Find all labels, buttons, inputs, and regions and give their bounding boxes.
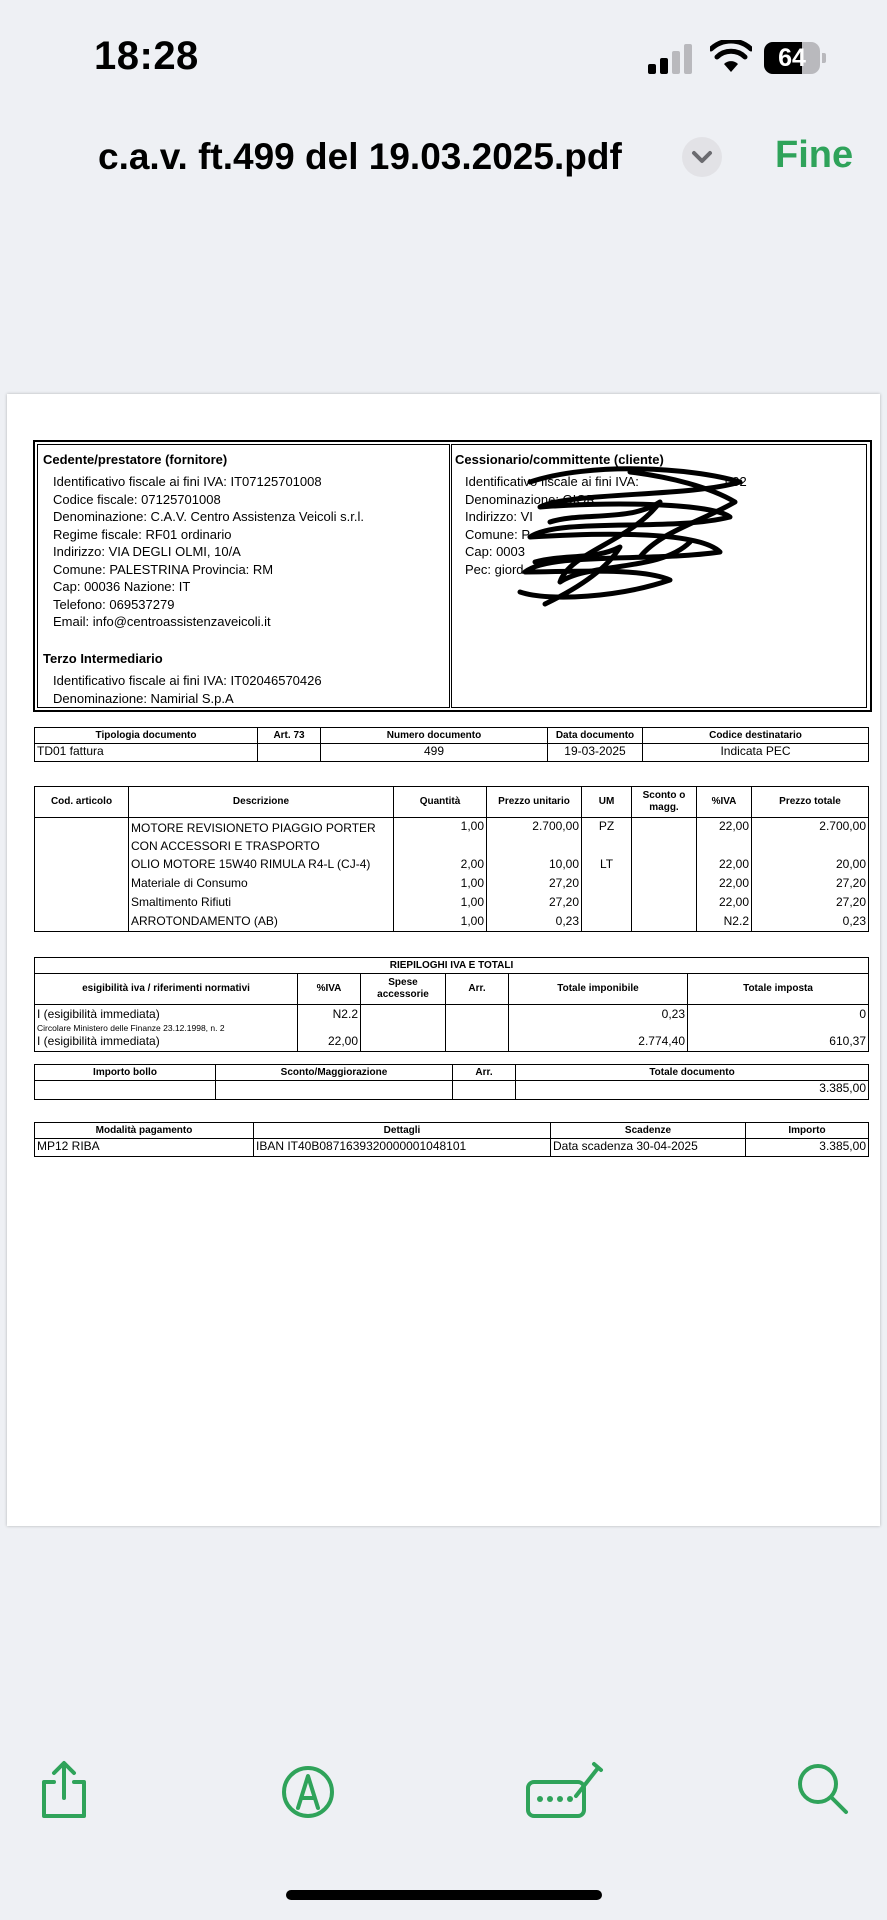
table-row bbox=[35, 912, 869, 932]
table-cell bbox=[453, 1081, 516, 1100]
table-row bbox=[35, 818, 869, 856]
table-cell bbox=[35, 893, 129, 912]
table-header: Dettagli bbox=[254, 1123, 551, 1139]
table-header: Totale imponibile bbox=[509, 974, 688, 1005]
terzo-line: Denominazione: Namirial S.p.A bbox=[53, 690, 234, 706]
bottom-toolbar bbox=[0, 1740, 887, 1850]
table-header: Scadenze bbox=[551, 1123, 746, 1139]
cedente-line: Email: info@centroassistenzaveicoli.it bbox=[53, 614, 271, 629]
table-cell bbox=[632, 855, 697, 874]
table-cell: 2.700,00 bbox=[752, 818, 869, 856]
table-row bbox=[35, 874, 869, 893]
status-time: 18:28 bbox=[94, 34, 199, 78]
table-cell bbox=[582, 912, 632, 932]
cedente-heading: Cedente/prestatore (fornitore) bbox=[43, 452, 228, 467]
table-cell: 27,20 bbox=[752, 874, 869, 893]
table-cell: 1,00 bbox=[394, 874, 487, 893]
table-cell: 19-03-2025 bbox=[548, 744, 643, 762]
status-bar bbox=[0, 0, 887, 110]
table-header: Sconto o magg. bbox=[632, 787, 697, 818]
table-cell: ARROTONDAMENTO (AB) bbox=[129, 912, 394, 932]
table-cell bbox=[35, 1081, 216, 1100]
totals-table bbox=[34, 1064, 869, 1100]
terzo-heading: Terzo Intermediario bbox=[43, 651, 163, 666]
table-cell: 0,23 bbox=[487, 912, 582, 932]
table-cell: 1,00 bbox=[394, 818, 487, 856]
table-cell: Data scadenza 30-04-2025 bbox=[551, 1139, 746, 1157]
vat-note: Circolare Ministero delle Finanze 23.12.1998, n. 2 bbox=[37, 1023, 225, 1033]
chevron-down-icon bbox=[682, 137, 722, 177]
table-cell: 27,20 bbox=[487, 893, 582, 912]
table-cell bbox=[361, 1005, 446, 1035]
table-header: esigibilità iva / riferimenti normativi bbox=[35, 974, 298, 1005]
document-title[interactable]: c.a.v. ft.499 del 19.03.2025.pdf bbox=[98, 136, 622, 177]
cessionario-line: Pec: giord bbox=[465, 561, 524, 577]
table-header: Numero documento bbox=[321, 728, 548, 744]
table-header: Spese accessorie bbox=[361, 974, 446, 1005]
table-cell: 1,00 bbox=[394, 893, 487, 912]
table-cell: TD01 fattura bbox=[35, 744, 258, 762]
table-cell: 0,23 bbox=[752, 912, 869, 932]
cessionario-line: Denominazione: GIOR bbox=[465, 491, 596, 507]
done-button[interactable]: Fine bbox=[775, 134, 854, 176]
doc-info-table bbox=[34, 727, 869, 762]
signature-icon[interactable] bbox=[524, 1758, 604, 1822]
table-cell bbox=[35, 855, 129, 874]
table-header: Modalità pagamento bbox=[35, 1123, 254, 1139]
table-cell: 22,00 bbox=[697, 874, 752, 893]
table-cell bbox=[582, 893, 632, 912]
table-cell: 2.700,00 bbox=[487, 818, 582, 856]
table-cell bbox=[582, 874, 632, 893]
table-cell: IBAN IT40B0871639320000001048101 bbox=[254, 1139, 551, 1157]
table-cell bbox=[258, 744, 321, 762]
cessionario-heading: Cessionario/committente (cliente) bbox=[455, 452, 664, 467]
table-header: %IVA bbox=[298, 974, 361, 1005]
table-header: Cod. articolo bbox=[35, 787, 129, 818]
cedente-line: Telefono: 069537279 bbox=[53, 596, 175, 612]
home-indicator[interactable] bbox=[286, 1890, 602, 1900]
table-header: Quantità bbox=[394, 787, 487, 818]
cellular-signal-icon bbox=[648, 44, 696, 74]
table-cell: 1,00 bbox=[394, 912, 487, 932]
table-cell: MOTORE REVISIONETO PIAGGIO PORTER CON ACCESSORI E TRASPORTO bbox=[129, 818, 394, 856]
cedente-line: Codice fiscale: 07125701008 bbox=[53, 491, 221, 507]
search-icon[interactable] bbox=[792, 1758, 856, 1822]
cedente-line: Denominazione: C.A.V. Centro Assistenza Veicoli s.r.l. bbox=[53, 509, 364, 524]
battery-level: 64 bbox=[778, 44, 806, 72]
table-cell bbox=[632, 912, 697, 932]
table-header: Prezzo unitario bbox=[487, 787, 582, 818]
table-cell bbox=[35, 874, 129, 893]
title-menu-button[interactable] bbox=[682, 137, 722, 177]
table-cell: N2.2 bbox=[697, 912, 752, 932]
total-document: 3.385,00 bbox=[516, 1081, 869, 1100]
table-header: Prezzo totale bbox=[752, 787, 869, 818]
table-row bbox=[35, 855, 869, 874]
table-cell bbox=[446, 1005, 509, 1035]
table-cell: 22,00 bbox=[697, 855, 752, 874]
table-cell: LT bbox=[582, 855, 632, 874]
table-header: Data documento bbox=[548, 728, 643, 744]
table-cell bbox=[446, 1034, 509, 1052]
table-row bbox=[35, 893, 869, 912]
table-cell: 22,00 bbox=[697, 818, 752, 856]
table-cell: 10,00 bbox=[487, 855, 582, 874]
table-header: Sconto/Maggiorazione bbox=[216, 1065, 453, 1081]
table-cell bbox=[361, 1034, 446, 1052]
table-cell bbox=[216, 1081, 453, 1100]
table-cell bbox=[35, 1005, 298, 1035]
table-cell: 2,00 bbox=[394, 855, 487, 874]
table-header: Importo bollo bbox=[35, 1065, 216, 1081]
items-table bbox=[34, 786, 869, 932]
redaction-scribble bbox=[510, 462, 750, 612]
table-cell: 0,23 bbox=[509, 1005, 688, 1035]
table-cell: 499 bbox=[321, 744, 548, 762]
table-cell: MP12 RIBA bbox=[35, 1139, 254, 1157]
table-header: Art. 73 bbox=[258, 728, 321, 744]
table-header: Arr. bbox=[446, 974, 509, 1005]
payment-table bbox=[34, 1122, 869, 1157]
table-cell: N2.2 bbox=[298, 1005, 361, 1035]
table-cell bbox=[632, 818, 697, 856]
cedente-line: Indirizzo: VIA DEGLI OLMI, 10/A bbox=[53, 544, 241, 559]
table-cell: 610,37 bbox=[688, 1034, 869, 1052]
battery-icon bbox=[764, 42, 826, 74]
table-header: Totale imposta bbox=[688, 974, 869, 1005]
cedente-line: Regime fiscale: RF01 ordinario bbox=[53, 526, 232, 542]
cessionario-line: Indirizzo: VI bbox=[465, 509, 533, 524]
cessionario-line: Comune: P bbox=[465, 526, 531, 542]
share-icon[interactable] bbox=[32, 1758, 96, 1822]
table-cell: I (esigibilità immediata) bbox=[35, 1034, 298, 1052]
terzo-line: Identificativo fiscale ai fini IVA: IT02046570426 bbox=[53, 673, 322, 688]
table-header: %IVA bbox=[697, 787, 752, 818]
table-cell: 2.774,40 bbox=[509, 1034, 688, 1052]
table-cell: OLIO MOTORE 15W40 RIMULA R4-L (CJ-4) bbox=[129, 855, 394, 874]
cedente-line: Comune: PALESTRINA Provincia: RM bbox=[53, 561, 274, 577]
cessionario-line: Cap: 0003 bbox=[465, 544, 525, 559]
table-cell bbox=[35, 912, 129, 932]
table-cell bbox=[632, 893, 697, 912]
table-cell: Indicata PEC bbox=[643, 744, 869, 762]
cedente-line: Identificativo fiscale ai fini IVA: IT07125701008 bbox=[53, 474, 322, 489]
table-cell bbox=[35, 818, 129, 856]
table-row bbox=[35, 1005, 869, 1035]
table-cell: 3.385,00 bbox=[746, 1139, 869, 1157]
table-cell: Materiale di Consumo bbox=[129, 874, 394, 893]
markup-icon[interactable] bbox=[276, 1758, 340, 1822]
table-header: Importo bbox=[746, 1123, 869, 1139]
table-header: Codice destinatario bbox=[643, 728, 869, 744]
table-cell: 27,20 bbox=[752, 893, 869, 912]
table-cell: 20,00 bbox=[752, 855, 869, 874]
table-header: Totale documento bbox=[516, 1065, 869, 1081]
cessionario-line: Identificativo fiscale ai fini IVA: bbox=[465, 474, 639, 489]
table-row bbox=[35, 1034, 869, 1052]
table-header: Tipologia documento bbox=[35, 728, 258, 744]
table-cell: PZ bbox=[582, 818, 632, 856]
wifi-icon bbox=[710, 40, 752, 74]
table-cell bbox=[632, 874, 697, 893]
table-cell: 0 bbox=[688, 1005, 869, 1035]
table-header: Descrizione bbox=[129, 787, 394, 818]
vat-esigibilita: I (esigibilità immediata) bbox=[37, 1007, 160, 1021]
table-cell: 22,00 bbox=[298, 1034, 361, 1052]
cessionario-fragment: 002 bbox=[725, 474, 747, 489]
cedente-line: Cap: 00036 Nazione: IT bbox=[53, 579, 191, 594]
table-header: UM bbox=[582, 787, 632, 818]
table-cell: 22,00 bbox=[697, 893, 752, 912]
table-header: Arr. bbox=[453, 1065, 516, 1081]
table-cell: Smaltimento Rifiuti bbox=[129, 893, 394, 912]
summary-title: RIEPILOGHI IVA E TOTALI bbox=[35, 958, 869, 974]
vat-summary-table bbox=[34, 957, 869, 1052]
table-cell: 27,20 bbox=[487, 874, 582, 893]
